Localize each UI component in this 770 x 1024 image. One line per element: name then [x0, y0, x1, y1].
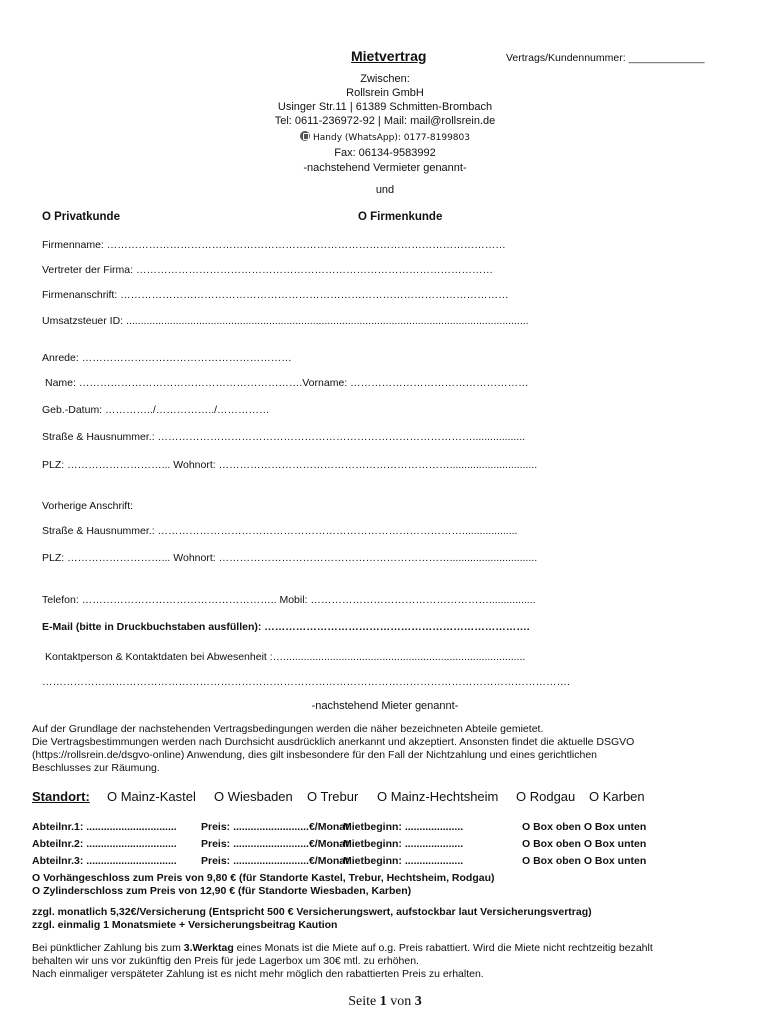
box-position-option[interactable]: O Box oben O Box unten — [522, 855, 647, 867]
payment-line: behalten wir uns vor zukünftig den Preis für jede Lagerbox um 30€ mtl. zu erhöhen. — [32, 955, 419, 967]
padlock-option[interactable]: O Vorhängeschloss zum Preis von 9,80 € (für Standorte Kastel, Trebur, Hechtsheim, Rodgau) — [32, 872, 495, 884]
handy-line — [0, 131, 770, 143]
rental-start-field[interactable]: Mietbeginn: .................... — [343, 838, 464, 850]
location-option-mainz-hechtsheim[interactable]: O Mainz-Hechtsheim — [377, 789, 499, 804]
private-customer-option[interactable]: O Privatkunde — [42, 211, 120, 223]
payment-deadline: 3.Werktag — [183, 942, 234, 954]
intro-line: Beschlusses zur Räumung. — [32, 762, 160, 774]
payment-line: Nach einmaliger verspäteter Zahlung ist es nicht mehr möglich den rabattierten Preis zu erhalten. — [32, 968, 484, 980]
box-position-option[interactable]: O Box oben O Box unten — [522, 838, 647, 850]
business-customer-option[interactable]: O Firmenkunde — [358, 211, 443, 223]
company-representative-field[interactable]: Vertreter der Firma: ………………………………………………………………………………………… — [42, 264, 493, 276]
intro-line: Auf der Grundlage der nachstehenden Vertragsbedingungen werden die näher bezeichneten Abteile gemietet. — [32, 723, 544, 735]
previous-zip-city-field[interactable]: PLZ: ………………………... Wohnort: ………………………………………………………….............................. — [42, 552, 538, 564]
company-name-field[interactable]: Firmenname: …………………………………………………………………………………………………… — [42, 239, 506, 251]
total-pages: 3 — [414, 994, 422, 1009]
rental-start-field[interactable]: Mietbeginn: .................... — [343, 821, 464, 833]
rental-start-field[interactable]: Mietbeginn: .................... — [343, 855, 464, 867]
email-field[interactable]: E-Mail (bitte in Druckbuchstaben ausfüllen): …………………………………………………………………. — [42, 621, 530, 633]
phone-icon — [300, 131, 310, 141]
zip-city-field[interactable]: PLZ: ………………………... Wohnort: ………………………………………………………….............................. — [42, 459, 538, 471]
contract-number-field: Vertrags/Kundennummer: _____________ — [506, 52, 705, 64]
header-line: Zwischen: — [360, 73, 410, 85]
header-line: Tel: 0611-236972-92 | Mail: mail@rollsrein.de — [274, 115, 496, 127]
header-line: Usinger Str.11 | 61389 Schmitten-Brombach — [277, 101, 493, 113]
compartment-price-field[interactable]: Preis: ..........................€/Monat — [201, 821, 349, 833]
salutation-field[interactable]: Anrede: …………………………………………………… — [42, 352, 292, 364]
compartment-number-field[interactable]: Abteilnr.3: ............................... — [32, 855, 177, 867]
page-word: Seite — [348, 994, 377, 1009]
location-option-trebur[interactable]: O Trebur — [307, 789, 359, 804]
insurance-line: zzgl. monatlich 5,32€/Versicherung (Entspricht 500 € Versicherungswert, aufstockbar laut Versicherungsvertrag) — [32, 906, 592, 918]
handy-text: Handy (WhatsApp): 0177-8199803 — [313, 133, 470, 143]
contact-person-field[interactable]: Kontaktperson & Kontaktdaten bei Abwesenheit :…................................................................................... — [45, 651, 526, 663]
von-word: von — [390, 994, 412, 1009]
cylinder-lock-option[interactable]: O Zylinderschloss zum Preis von 12,90 € (für Standorte Wiesbaden, Karben) — [32, 885, 412, 897]
location-label: Standort: — [32, 789, 90, 804]
document-title: Mietvertrag — [351, 48, 427, 64]
contact-person-field-continued[interactable]: ……………………………………………………………………………………………………………………………………. — [42, 676, 570, 688]
compartment-number-field[interactable]: Abteilnr.2: ............................... — [32, 838, 177, 850]
page-number — [0, 994, 770, 1010]
previous-street-field[interactable]: Straße & Hausnummer.: ……………………………………………………………………………................... — [42, 525, 518, 537]
birthdate-field[interactable]: Geb.-Datum: …………../……………../…………… — [42, 404, 270, 416]
header-line: Rollsrein GmbH — [346, 87, 424, 99]
name-field[interactable]: Name: ……………………………………………………….Vorname: …………………………………………… — [45, 377, 529, 389]
vat-id-field[interactable]: Umsatzsteuer ID: .......................................................................................................................................... — [42, 315, 529, 327]
tenant-note: -nachstehend Mieter genannt- — [311, 700, 459, 712]
location-option-rodgau[interactable]: O Rodgau — [516, 789, 576, 804]
company-address-field[interactable]: Firmenanschrift: ………………………………………………………………………………………………… — [42, 289, 509, 301]
compartment-number-field[interactable]: Abteilnr.1: ............................... — [32, 821, 177, 833]
intro-line: (https://rollsrein.de/dsgvo-online) Anwendung, dies gilt insbesondere für den Fall der Nichtzahlung und eines gerichtlichen — [32, 749, 598, 761]
location-option-karben[interactable]: O Karben — [589, 789, 645, 804]
current-page: 1 — [379, 994, 387, 1009]
location-option-wiesbaden[interactable]: O Wiesbaden — [214, 789, 293, 804]
previous-address-label: Vorherige Anschrift: — [42, 500, 134, 512]
location-option-mainz-kastel[interactable]: O Mainz-Kastel — [107, 789, 196, 804]
phone-field[interactable]: Telefon: ……………………………………………….. Mobil: ……………………………………………................ — [42, 594, 536, 606]
und-text: und — [375, 184, 395, 196]
street-field[interactable]: Straße & Hausnummer.: ……………………………………………………………………………….................. — [42, 431, 526, 443]
intro-line: Die Vertragsbestimmungen werden nach Durchsicht ausdrücklich anerkannt und akzeptiert. Ansonsten findet die aktuelle DSGVO — [32, 736, 635, 748]
payment-text: eines Monats ist die Miete auf o.g. Preis rabattiert. Wird die Miete nicht rechtzeitig bezahlt — [233, 942, 653, 954]
payment-line — [32, 942, 653, 954]
fax-line: Fax: 06134-9583992 — [334, 147, 436, 159]
payment-text: Bei pünktlicher Zahlung bis zum — [32, 942, 184, 954]
compartment-price-field[interactable]: Preis: ..........................€/Monat — [201, 838, 349, 850]
landlord-note: -nachstehend Vermieter genannt- — [303, 162, 467, 174]
deposit-line: zzgl. einmalig 1 Monatsmiete + Versicherungsbeitrag Kaution — [32, 919, 338, 931]
box-position-option[interactable]: O Box oben O Box unten — [522, 821, 647, 833]
compartment-price-field[interactable]: Preis: ..........................€/Monat — [201, 855, 349, 867]
